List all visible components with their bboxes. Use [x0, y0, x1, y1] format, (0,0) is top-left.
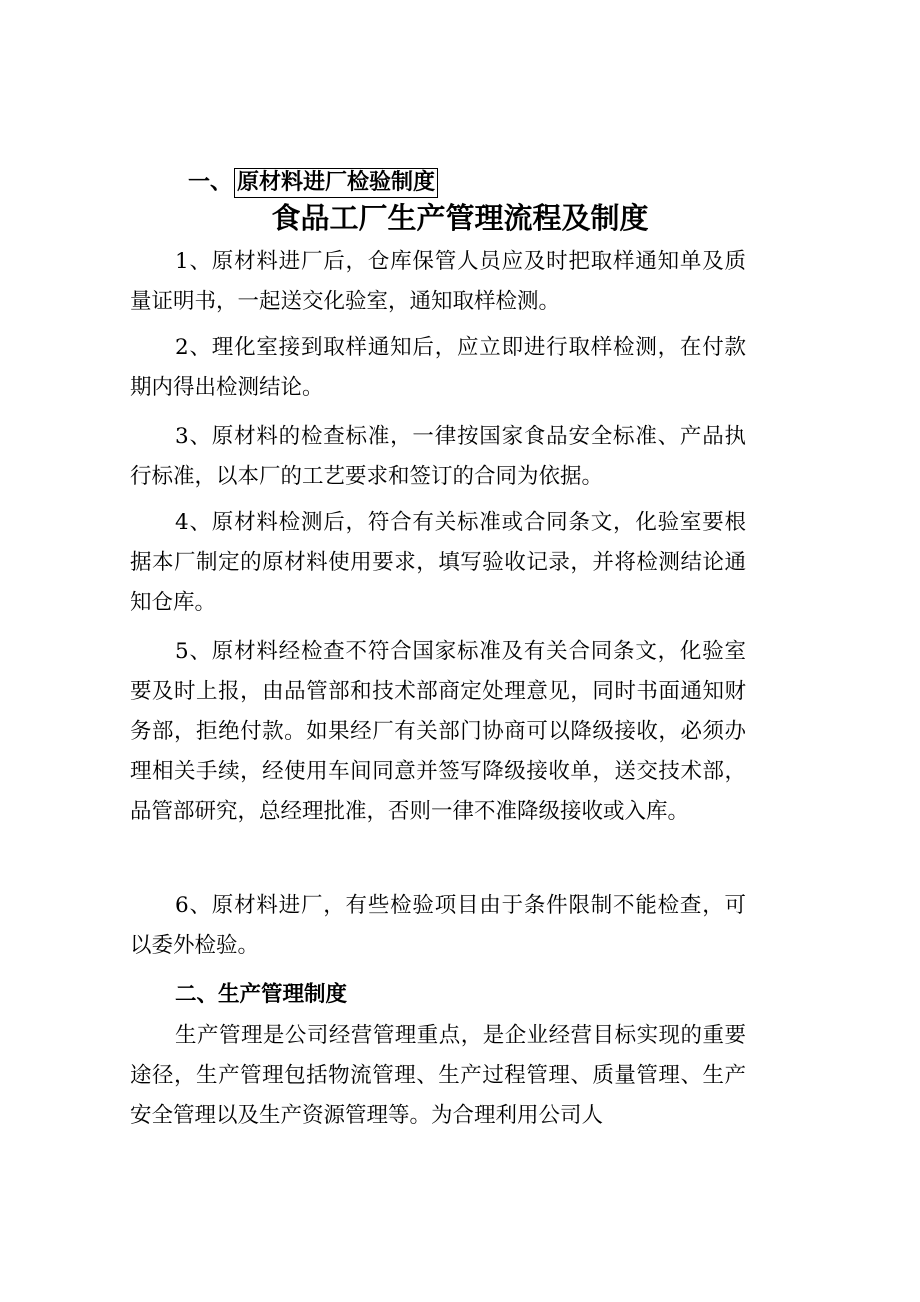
paragraph-number: 6 [175, 893, 189, 918]
document-title: 食品工厂生产管理流程及制度 [271, 201, 649, 235]
paragraph-number: 1 [175, 249, 189, 274]
paragraph-number: 5 [175, 639, 189, 664]
section1-heading-number: 一、 [188, 170, 233, 195]
section1-heading [188, 168, 438, 198]
paragraph-text: 、原材料进厂，有些检验项目由于条件限制不能检查，可以委外检验。 [130, 893, 746, 958]
paragraph-4 [130, 503, 746, 623]
paragraph-number: 4 [175, 510, 189, 535]
paragraph-6 [130, 886, 746, 966]
paragraph-number: 3 [175, 424, 189, 449]
paragraph-2 [130, 328, 746, 408]
paragraph-text: 、原材料经检查不符合国家标准及有关合同条文，化验室要及时上报，由品管部和技术部商定处理意见，同时书面通知财务部，拒绝付款。如果经厂有关部门协商可以降级接收，必须办理相关手续，经使用车间同意并签写降级接收单，送交技术部，品管部研究，总经理批准，否则一律不准降级接收或入库。 [130, 639, 746, 824]
paragraph-text: 、理化室接到取样通知后，应立即进行取样检测，在付款期内得出检测结论。 [130, 335, 746, 400]
paragraph-1 [130, 242, 746, 322]
section2-heading: 二、生产管理制度 [175, 982, 348, 1007]
paragraph-3 [130, 417, 746, 497]
paragraph-text: 、原材料进厂后，仓库保管人员应及时把取样通知单及质量证明书，一起送交化验室，通知取样检测。 [130, 249, 746, 314]
paragraph-number: 2 [175, 335, 189, 360]
paragraph-text: 、原材料的检查标准，一律按国家食品安全标准、产品执行标准，以本厂的工艺要求和签订的合同为依据。 [130, 424, 746, 489]
section1-heading-text: 原材料进厂检验制度 [234, 168, 438, 198]
paragraph-5 [130, 632, 746, 832]
paragraph-text: 、原材料检测后，符合有关标准或合同条文，化验室要根据本厂制定的原材料使用要求，填写验收记录，并将检测结论通知仓库。 [130, 510, 746, 615]
section2-paragraph: 生产管理是公司经营管理重点，是企业经营目标实现的重要途径，生产管理包括物流管理、生产过程管理、质量管理、生产安全管理以及生产资源管理等。为合理利用公司人 [130, 1023, 746, 1128]
